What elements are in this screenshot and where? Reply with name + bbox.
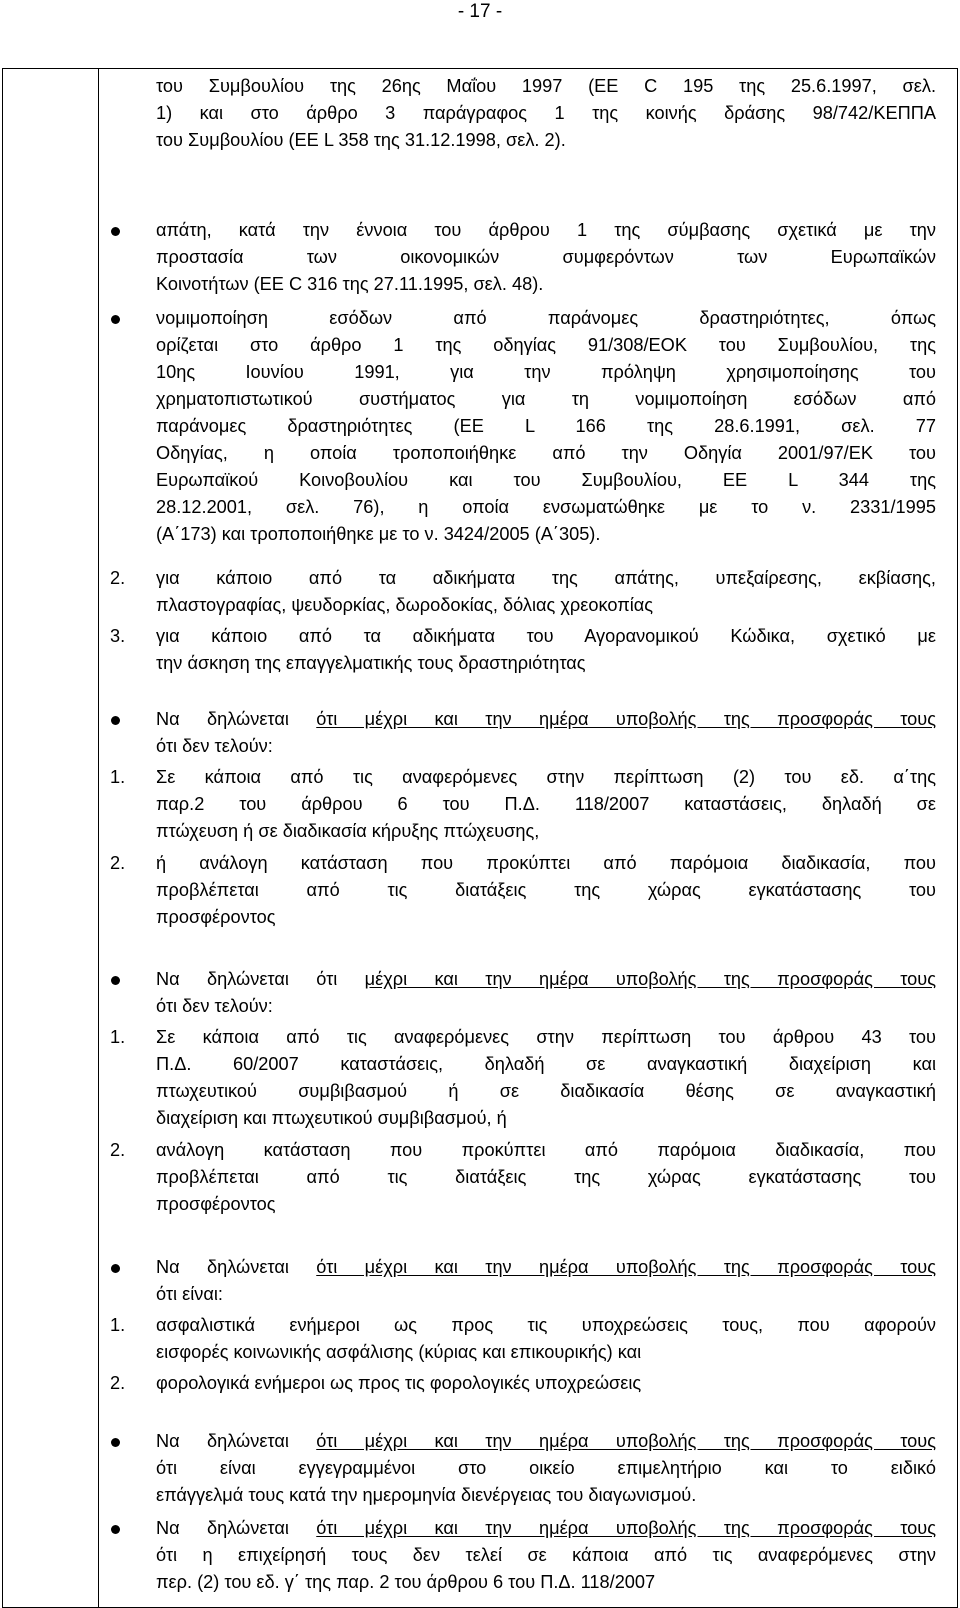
list-number: 3. <box>110 626 126 646</box>
bullet-icon <box>111 1525 120 1534</box>
declaration-line <box>156 706 936 733</box>
declaration-line <box>156 966 936 993</box>
text-line: ότι η επιχείρησή τους δεν τελεί σε κάποια από τις αναφερόμενες στην <box>156 1545 936 1565</box>
list-number: 2. <box>110 1140 126 1160</box>
bullet-icon <box>111 315 120 324</box>
declaration-line <box>156 1428 936 1455</box>
text-line: 10ης Ιουνίου 1991, για την πρόληψη χρησιμοποίησης του <box>156 362 936 382</box>
bullet-icon <box>111 227 120 236</box>
text-line: 28.12.2001, σελ. 76), η οποία ενσωματώθηκε με το ν. 2331/1995 <box>156 497 936 517</box>
list-number: 2. <box>110 853 126 873</box>
bullet-icon <box>111 716 120 725</box>
text-line: ότι δεν τελούν: <box>156 996 273 1016</box>
declaration-underlined: ότι μέχρι και την ημέρα υποβολής της προσφοράς τους <box>316 709 936 729</box>
list-number: 2. <box>110 568 126 588</box>
bullet-icon <box>111 1264 120 1273</box>
declaration-prefix: Να δηλώνεται <box>156 1257 317 1277</box>
text-line: προβλέπεται από τις διατάξεις της χώρας εγκατάστασης του <box>156 880 936 900</box>
text-line: ότι είναι: <box>156 1284 223 1304</box>
text-line: πτώχευση ή σε διαδικασία κήρυξης πτώχευσης, <box>156 821 540 841</box>
bullet-icon <box>111 976 120 985</box>
text-line: Ευρωπαϊκού Κοινοβουλίου και του Συμβουλίου, ΕΕ L 344 της <box>156 470 936 490</box>
text-line: προστασία των οικονομικών συμφερόντων των Ευρωπαϊκών <box>156 247 936 267</box>
text-line: προβλέπεται από τις διατάξεις της χώρας εγκατάστασης του <box>156 1167 936 1187</box>
declaration-prefix: Να δηλώνεται <box>156 1431 317 1451</box>
text-line: χρηματοπιστωτικού συστήματος για τη νομιμοποίηση εσόδων από <box>156 389 936 409</box>
text-line: εισφορές κοινωνικής ασφάλισης (κύριας και επικουρικής) και <box>156 1342 642 1362</box>
text-line: 1) και στο άρθρο 3 παράγραφος 1 της κοινής δράσης 98/742/ΚΕΠΠΑ <box>156 103 936 123</box>
text-line: για κάποιο από τα αδικήματα του Αγορανομικού Κώδικα, σχετικό με <box>156 626 936 646</box>
text-line: ότι δεν τελούν: <box>156 736 273 756</box>
text-line: Κοινοτήτων (ΕΕ C 316 της 27.11.1995, σελ. 48). <box>156 274 544 294</box>
declaration-underlined: ότι μέχρι και την ημέρα υποβολής της προσφοράς τους <box>316 1431 936 1451</box>
text-line: Π.Δ. 60/2007 καταστάσεις, δηλαδή σε αναγκαστική διαχείριση και <box>156 1054 936 1074</box>
list-number: 2. <box>110 1373 126 1393</box>
declaration-underlined: ότι μέχρι και την ημέρα υποβολής της προσφοράς τους <box>316 1518 936 1538</box>
text-line: παράνομες δραστηριότητες (ΕΕ L 166 της 28.6.1991, σελ. 77 <box>156 416 936 436</box>
list-number: 1. <box>110 767 126 787</box>
text-line: ότι είναι εγγεγραμμένοι στο οικείο επιμελητήριο και το ειδικό <box>156 1458 936 1478</box>
declaration-line <box>156 1254 936 1281</box>
text-line: επάγγελμά τους κατά την ημερομηνία διενέργειας του διαγωνισμού. <box>156 1485 697 1505</box>
declaration-underlined: μέχρι και την ημέρα υποβολής της προσφοράς τους <box>364 969 936 989</box>
text-line: ανάλογη κατάσταση που προκύπτει από παρόμοια διαδικασία, που <box>156 1140 936 1160</box>
text-line: την άσκηση της επαγγελματικής τους δραστηριότητας <box>156 653 586 673</box>
text-line: προσφέροντος <box>156 907 276 927</box>
text-line: (Α΄173) και τροποποιήθηκε με το ν. 3424/2005 (Α΄305). <box>156 524 601 544</box>
declaration-prefix: Να δηλώνεται <box>156 1518 317 1538</box>
text-line: ορίζεται στο άρθρο 1 της οδηγίας 91/308/ΕΟΚ του Συμβουλίου, της <box>156 335 936 355</box>
text-line: πτωχευτικού συμβιβασμού ή σε διαδικασία θέσης σε αναγκαστική <box>156 1081 936 1101</box>
text-line: Σε κάποια από τις αναφερόμενες στην περίπτωση (2) του εδ. α΄της <box>156 767 936 787</box>
text-line: πλαστογραφίας, ψευδορκίας, δωροδοκίας, δόλιας χρεοκοπίας <box>156 595 654 615</box>
text-line: περ. (2) του εδ. γ΄ της παρ. 2 του άρθρου 6 του Π.Δ. 118/2007 <box>156 1572 656 1592</box>
text-line: απάτη, κατά την έννοια του άρθρου 1 της σύμβασης σχετικά με την <box>156 220 936 240</box>
left-column <box>3 69 99 1607</box>
list-number: 1. <box>110 1027 126 1047</box>
text-line: ασφαλιστικά ενήμεροι ως προς τις υποχρεώσεις τους, που αφορούν <box>156 1315 936 1335</box>
declaration-prefix: Να δηλώνεται ότι <box>156 969 365 989</box>
text-line: για κάποιο από τα αδικήματα της απάτης, υπεξαίρεσης, εκβίασης, <box>156 568 936 588</box>
text-line: του Συμβουλίου της 26ης Μαΐου 1997 (ΕΕ C 195 της 25.6.1997, σελ. <box>156 76 936 96</box>
text-line: ή ανάλογη κατάσταση που προκύπτει από παρόμοια διαδικασία, που <box>156 853 936 873</box>
text-line: νομιμοποίηση εσόδων από παράνομες δραστηριότητες, όπως <box>156 308 936 328</box>
text-line: διαχείριση και πτωχευτικού συμβιβασμού, ή <box>156 1108 507 1128</box>
text-line: προσφέροντος <box>156 1194 276 1214</box>
page-number: - 17 - <box>457 1 503 22</box>
declaration-prefix: Να δηλώνεται <box>156 709 317 729</box>
text-line: Σε κάποια από τις αναφερόμενες στην περίπτωση του άρθρου 43 του <box>156 1027 936 1047</box>
document-table <box>2 68 958 1608</box>
text-line: παρ.2 του άρθρου 6 του Π.Δ. 118/2007 καταστάσεις, δηλαδή σε <box>156 794 936 814</box>
declaration-underlined: ότι μέχρι και την ημέρα υποβολής της προσφοράς τους <box>316 1257 936 1277</box>
text-line: φορολογικά ενήμεροι ως προς τις φορολογικές υποχρεώσεις <box>156 1373 642 1393</box>
list-number: 1. <box>110 1315 126 1335</box>
bullet-icon <box>111 1438 120 1447</box>
declaration-line <box>156 1515 936 1542</box>
text-line: Οδηγίας, η οποία τροποποιήθηκε από την Οδηγία 2001/97/ΕΚ του <box>156 443 936 463</box>
text-line: του Συμβουλίου (ΕΕ L 358 της 31.12.1998, σελ. 2). <box>156 130 566 150</box>
